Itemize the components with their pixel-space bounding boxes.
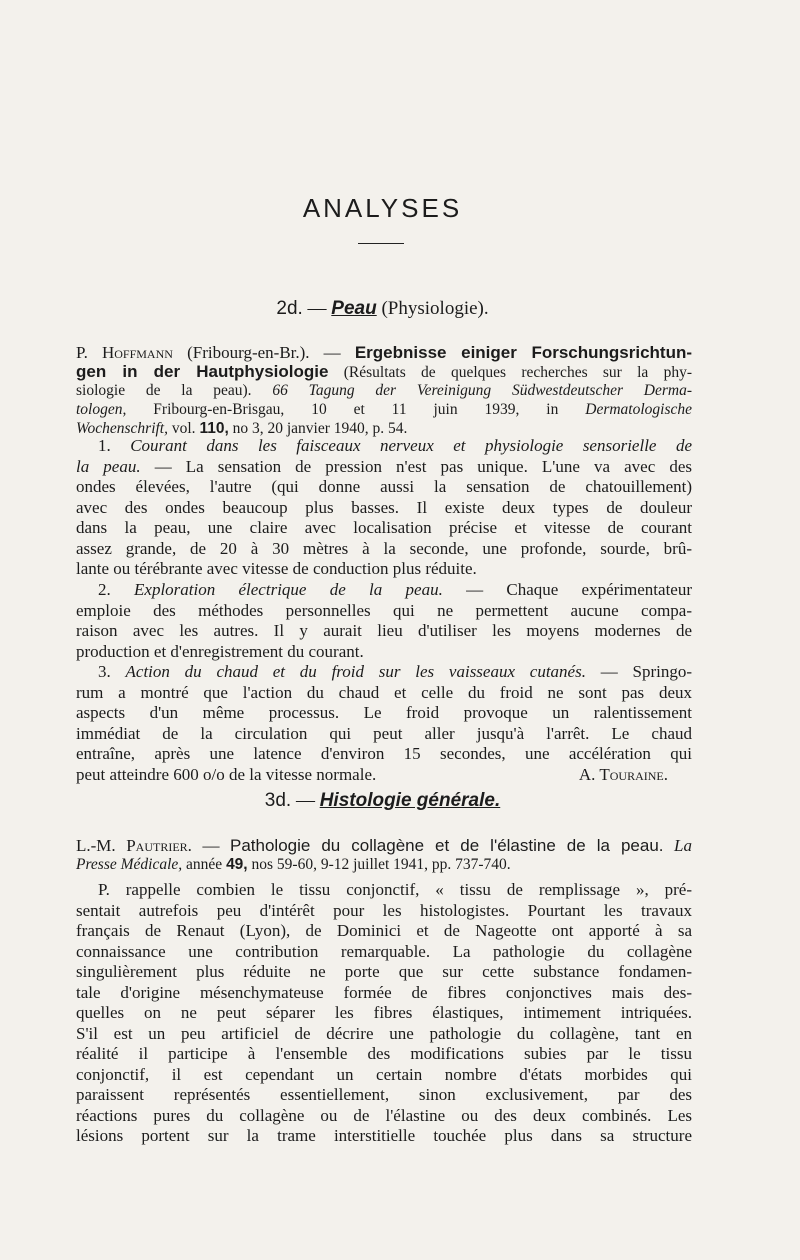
section-number: 2d.	[276, 298, 303, 319]
text-line: avec des ondes beaucoup plus basses. Il existe deux types de douleur	[76, 497, 692, 517]
text-line: ondes élevées, l'autre (qui donne aussi la sensation de chatouillement)	[76, 477, 692, 496]
article-title-fr: (Résultats de quelques recherches sur la phy-	[343, 364, 693, 381]
section-heading-histologie	[0, 790, 765, 812]
paragraph-text: — Springo-	[600, 662, 693, 681]
text-line: aspects d'un même processus. Le froid provoque un ralentissement	[76, 703, 692, 722]
article-signature: A. Touraine.	[578, 764, 668, 784]
section-subtitle: (Physiologie).	[381, 298, 489, 319]
article-body-pautrier	[76, 880, 692, 1147]
paragraph-title: Action du chaud et du froid sur les vaisseaux cutanés.	[125, 662, 586, 681]
text-line: tale d'origine mésenchymateuse formée de fibres conjonctives mais des-	[76, 982, 692, 1002]
article-title-de: Ergebnisse einiger Forschungsrichtun-	[354, 343, 693, 362]
article-source: 66 Tagung der Vereinigung Südwestdeutscher Derma-	[272, 382, 693, 399]
text-line: immédiat de la circulation qui peut aller jusqu'à l'arrêt. Le chaud	[76, 723, 692, 743]
text-line: lante ou térébrante avec vitesse de conduction plus réduite.	[76, 559, 477, 578]
article-title-fr-cont: siologie de la peau).	[76, 382, 252, 399]
paragraph-title: Courant dans les faisceaux nerveux et physiologie sensorielle de	[130, 436, 692, 455]
title-rule	[358, 243, 404, 244]
article-author: P. Hoffmann	[76, 343, 173, 362]
article-volume: 110,	[199, 420, 229, 437]
text-line: assez grande, de 20 à 30 mètres à la seconde, une profonde, sourde, brû-	[76, 538, 692, 558]
article-journal: La	[674, 836, 693, 855]
text-line: production et d'enregistrement du courant.	[76, 641, 364, 661]
paragraph-text: — Chaque expérimentateur	[466, 580, 692, 599]
paragraph-text: — La sensation de pression n'est pas unique. L'une va avec des	[154, 456, 692, 476]
article-year-prefix: année	[186, 856, 223, 873]
article-dash: —	[202, 836, 220, 855]
article-vol-prefix: vol.	[171, 420, 196, 437]
section-dash: —	[307, 298, 327, 319]
text-line: quelles on ne peut séparer les fibres élastiques, intimement intriquées.	[76, 1003, 692, 1022]
paragraph-number: 1.	[98, 436, 111, 455]
paragraph-title: Exploration électrique de la peau.	[134, 580, 443, 599]
section-title: Peau	[331, 298, 377, 319]
article-affiliation: (Fribourg-en-Br.). —	[187, 343, 341, 362]
article-reference-hoffmann	[76, 343, 692, 438]
article-journal: Dermatologische	[585, 401, 693, 418]
article-reference-pautrier	[76, 836, 692, 874]
text-line: sentait autrefois peu d'intérêt pour les histologistes. Pourtant les travaux	[76, 900, 692, 920]
article-volume: 49,	[226, 856, 248, 873]
section-dash: —	[295, 790, 315, 811]
text-line: P. rappelle combien le tissu conjonctif, « tissu de remplissage », pré-	[98, 880, 692, 899]
text-line: lésions portent sur la trame interstitielle touchée plus dans sa structure	[76, 1126, 692, 1145]
text-line: S'il est un peu artificiel de décrire une pathologie du collagène, tant en	[76, 1023, 692, 1043]
text-line: français de Renaut (Lyon), de Dominici et de Nageotte ont apporté à sa	[76, 921, 692, 940]
text-line: rum a montré que l'action du chaud et celle du froid ne sont pas deux	[76, 682, 692, 702]
paragraph-1	[76, 436, 692, 580]
text-line: dans la peau, une claire avec localisation précise et vitesse de courant	[76, 518, 692, 537]
paragraph-title-cont: la peau.	[76, 456, 141, 476]
article-journal-cont: Wochenschrift,	[76, 420, 168, 437]
text-line: singulièrement plus réduite ne porte que sur cette substance fondamen-	[76, 962, 692, 981]
paragraph-number: 2.	[98, 580, 111, 599]
text-line: peut atteindre 600 o/o de la vitesse normale.	[76, 764, 377, 784]
text-line: entraîne, après une latence d'environ 15 secondes, une accélération qui	[76, 744, 692, 763]
article-title: Pathologie du collagène et de l'élastine de la peau.	[230, 836, 664, 855]
article-issue: nos 59-60, 9-12 juillet 1941, pp. 737-740.	[251, 856, 511, 873]
article-journal-cont: Presse Médicale,	[76, 856, 183, 873]
section-heading-peau	[0, 298, 765, 320]
text-line: paraissent représentés essentiellement, sinon exclusivement, par des	[76, 1085, 692, 1104]
article-place: Fribourg-en-Brisgau, 10 et 11 juin 1939, in	[153, 401, 559, 418]
section-title: Histologie générale.	[319, 790, 501, 811]
page-title: ANALYSES	[302, 193, 463, 223]
text-line: réalité il participe à l'ensemble des modifications subies par le tissu	[76, 1044, 692, 1063]
text-line: réactions pures du collagène ou de l'élastine ou des deux combinés. Les	[76, 1105, 692, 1125]
article-title-de-cont: gen in der Hautphysiologie	[76, 362, 329, 381]
article-author: L.-M. Pautrier.	[76, 836, 192, 855]
text-line: raison avec les autres. Il y aurait lieu d'utiliser les moyens modernes de	[76, 621, 692, 640]
article-source-cont: tologen,	[76, 401, 127, 418]
paragraph-2	[76, 580, 692, 662]
paragraph-3	[76, 662, 692, 785]
text-line: conjonctif, il est cependant un certain nombre d'états morbides qui	[76, 1064, 692, 1084]
article-issue: no 3, 20 janvier 1940, p. 54.	[232, 420, 408, 437]
text-line: emploie des méthodes personnelles qui ne permettent aucune compa-	[76, 600, 692, 620]
paragraph-number: 3.	[98, 662, 111, 681]
section-number: 3d.	[264, 790, 292, 811]
text-line: connaissance une contribution remarquable. La pathologie du collagène	[76, 941, 692, 961]
